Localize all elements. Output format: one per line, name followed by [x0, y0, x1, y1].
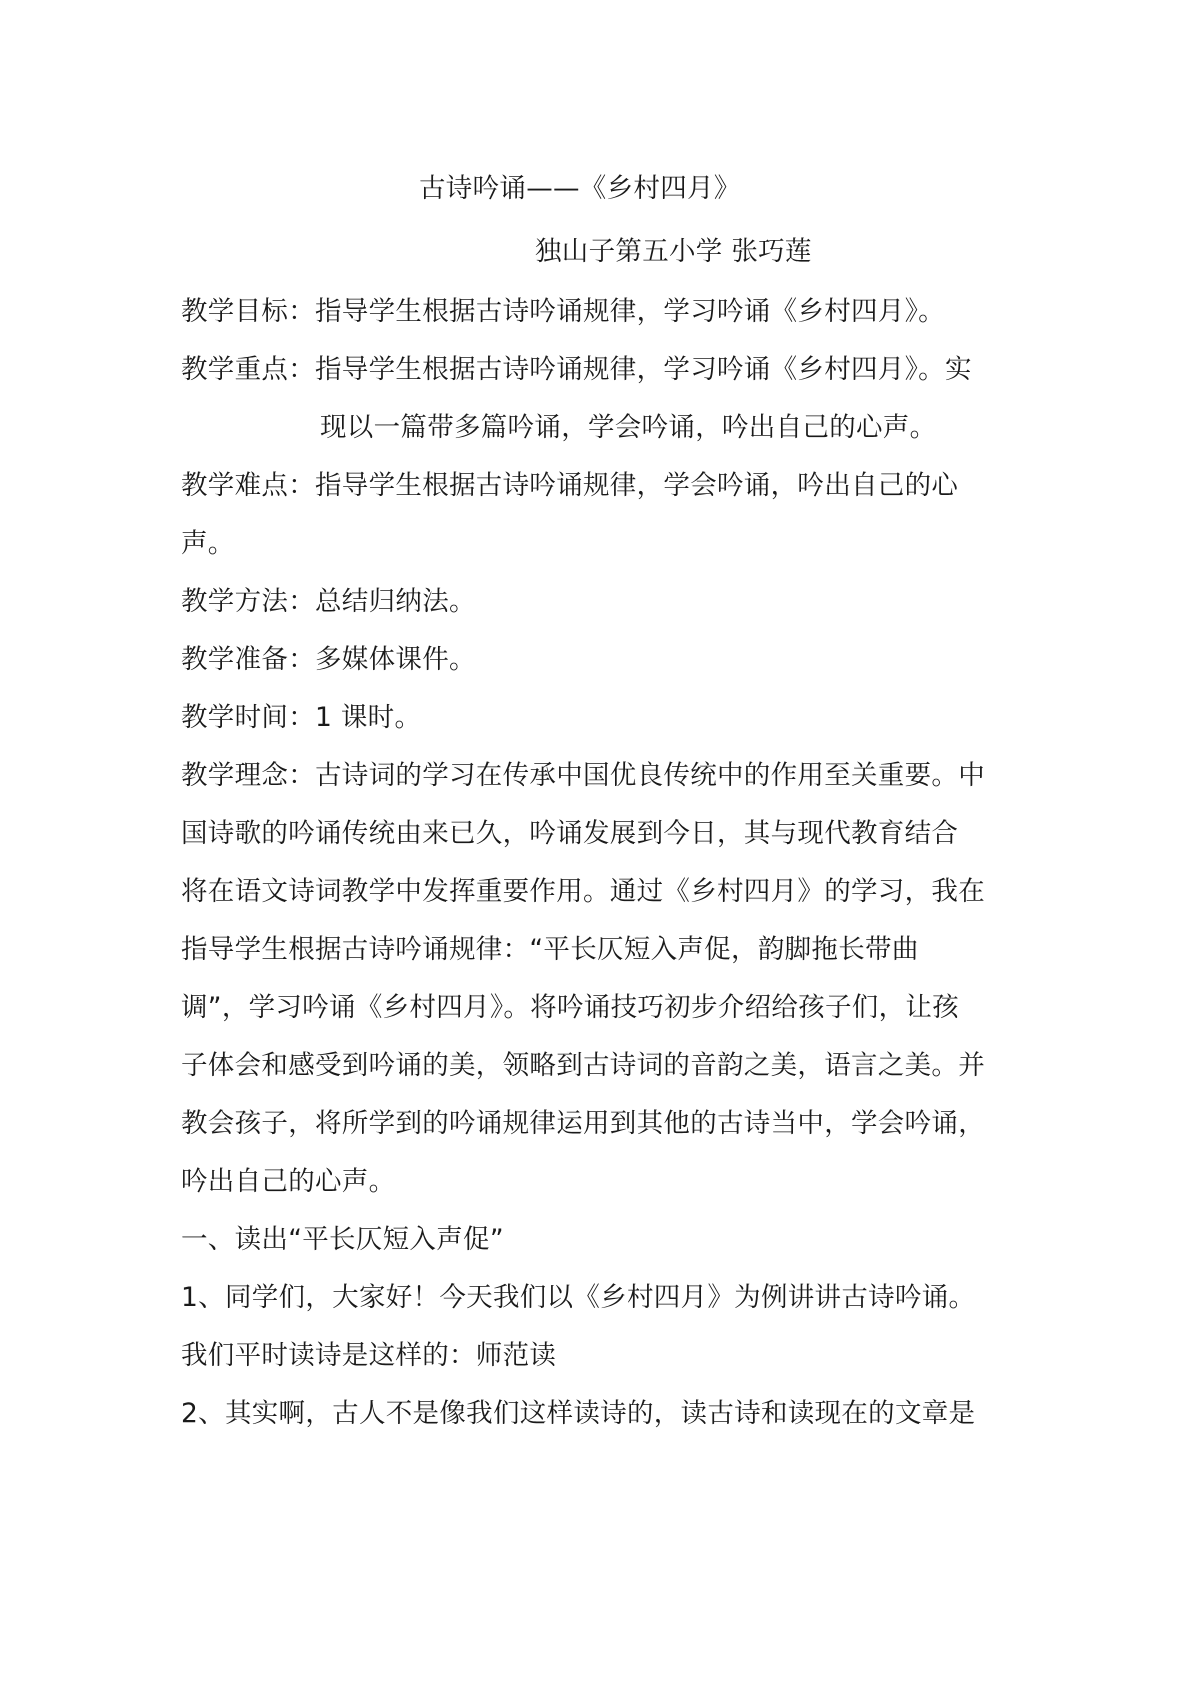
paragraph-line: 将在语文诗词教学中发挥重要作用。通过《乡村四月》的学习，我在: [181, 876, 985, 907]
method-line: 教学方法：总结归纳法。: [181, 586, 476, 617]
philosophy-line: 教学理念：古诗词的学习在传承中国优良传统中的作用至关重要。中: [181, 760, 985, 791]
difficulty-continued-line: 声。: [181, 528, 235, 559]
preparation-line: 教学准备：多媒体课件。: [181, 644, 476, 675]
key-point-line: 教学重点：指导学生根据古诗吟诵规律，学习吟诵《乡村四月》。实: [181, 354, 972, 385]
paragraph-line: 2、其实啊，古人不是像我们这样读诗的，读古诗和读现在的文章是: [181, 1398, 976, 1429]
difficulty-line: 教学难点：指导学生根据古诗吟诵规律，学会吟诵，吟出自己的心: [181, 470, 959, 501]
paragraph-line: 教会孩子，将所学到的吟诵规律运用到其他的古诗当中，学会吟诵，: [181, 1108, 985, 1139]
paragraph-line: 国诗歌的吟诵传统由来已久，吟诵发展到今日，其与现代教育结合: [181, 818, 959, 849]
key-point-continued-line: 现以一篇带多篇吟诵，学会吟诵，吟出自己的心声。: [320, 412, 937, 443]
time-line: 教学时间：1 课时。: [181, 702, 422, 733]
paragraph-line: 我们平时读诗是这样的：师范读: [181, 1340, 557, 1371]
paragraph-line: 1、同学们，大家好！今天我们以《乡村四月》为例讲讲古诗吟诵。: [181, 1282, 976, 1313]
section-heading: 一、读出“平长仄短入声促”: [181, 1224, 504, 1255]
paragraph-line: 调”，学习吟诵《乡村四月》。将吟诵技巧初步介绍给孩子们，让孩: [181, 992, 959, 1023]
paragraph-line: 指导学生根据古诗吟诵规律：“平长仄短入声促，韵脚拖长带曲: [181, 934, 919, 965]
document-title: 古诗吟诵——《乡村四月》: [419, 173, 741, 204]
objective-line: 教学目标：指导学生根据古诗吟诵规律，学习吟诵《乡村四月》。: [181, 296, 945, 327]
paragraph-line: 子体会和感受到吟诵的美，领略到古诗词的音韵之美，语言之美。并: [181, 1050, 985, 1081]
author-line: 独山子第五小学 张巧莲: [535, 236, 812, 267]
paragraph-line: 吟出自己的心声。: [181, 1166, 396, 1197]
